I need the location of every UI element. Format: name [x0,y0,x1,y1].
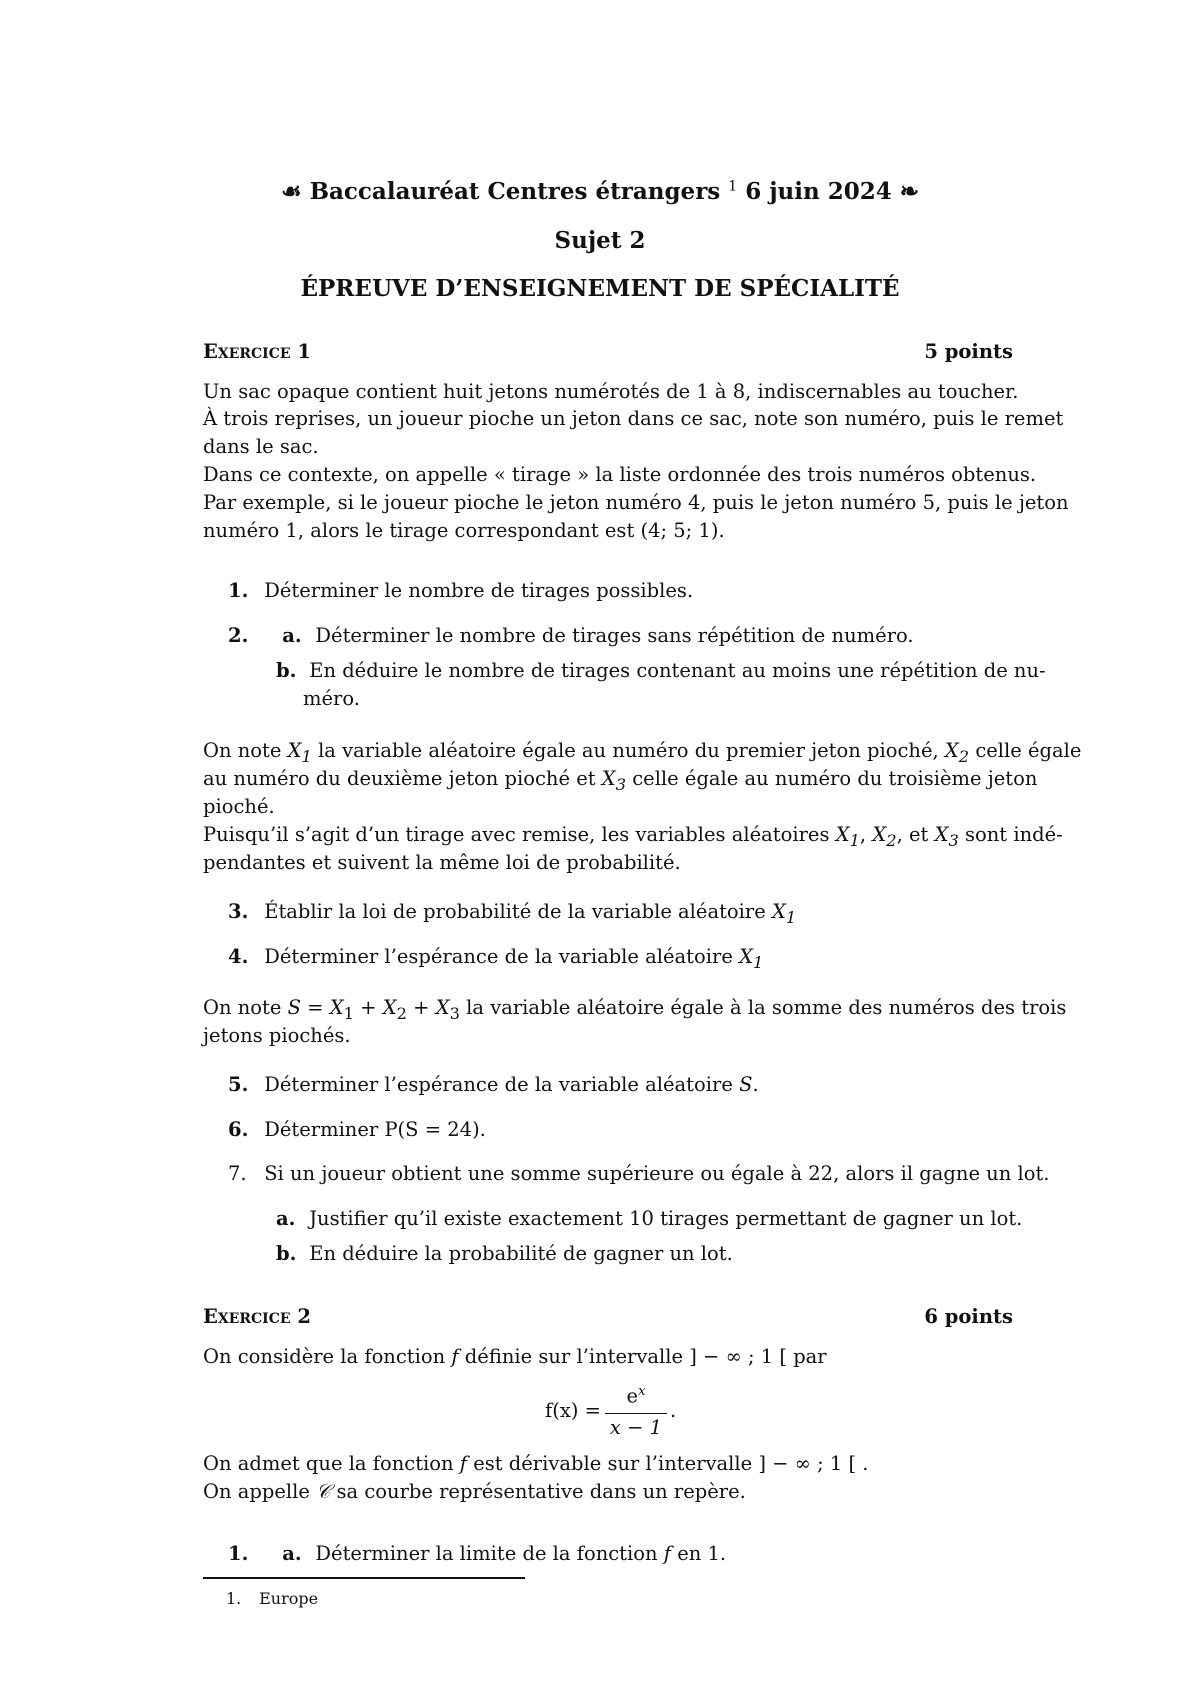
ornament-right-icon: ❧ [899,178,920,205]
math-x1: $X_1$ [287,739,312,766]
question-7a [276,1205,1022,1233]
ex1-intro-line: Dans ce contexte, on appelle « tirage » la liste ordonnée des trois numéros obtenus. [203,463,1037,486]
question-5: 5. Déterminer l’espérance de la variable aléatoire S. [228,1071,759,1099]
ex1-para2-line: pioché. [203,795,275,818]
text-span: et [908,823,929,846]
question-4 [228,943,763,977]
subquestion-label: a. [282,1542,302,1565]
question-text: Déterminer l’espérance de la variable aléatoire [264,945,733,968]
question-3 [228,898,796,932]
math-expression: P(S = 24). [384,1118,486,1141]
question-text: Déterminer la limite de la fonction [315,1542,658,1565]
text-span: sont indé- [965,823,1063,846]
ex2-admit-line [203,1450,1013,1478]
ex2-question-1a [228,1540,726,1568]
exercise2-points: 6 points [924,1305,1013,1328]
text-span: On note [203,739,282,762]
question-text: Déterminer [264,1118,379,1141]
exercise2-label: Exercice 2 [203,1305,311,1328]
question-6 [228,1116,486,1144]
math-x3: $X_3$ [601,767,627,794]
subquestion-label: b. [276,1242,297,1265]
footnote-mark: 1 [728,178,738,195]
subject-heading: Sujet 2 [554,227,646,254]
math-x1: $X_1$ [739,945,764,972]
question-7b [276,1240,733,1268]
math-x2: $X_2$ [872,823,897,850]
formula-num-base: e [626,1384,639,1408]
text-span: sa courbe représentative dans un repère. [336,1480,746,1503]
ex1-intro-line: Par exemple, si le joueur pioche le jeton numéro 4, puis le jeton numéro 5, puis le jeton [203,491,1069,514]
footnote-rule [203,1577,525,1579]
math-f: f [451,1345,459,1368]
ex1-para3-line: jetons piochés. [203,1024,351,1047]
question-number: 6. [228,1118,249,1141]
question-text: Déterminer le nombre de tirages sans répétition de numéro. [315,624,914,647]
exercise1-points: 5 points [924,340,1013,363]
question-1 [228,577,693,605]
text-span: la variable aléatoire égale à la somme des numéros des trois [466,996,1067,1019]
text-span: On considère la fonction [203,1345,446,1368]
question-2b-cont: méro. [303,687,360,710]
question-text: Si un joueur obtient une somme supérieure ou égale à 22, alors il gagne un lot. [264,1162,1050,1185]
curve-symbol: 𝒞 [316,1480,331,1503]
ex1-intro-line: Un sac opaque contient huit jetons numérotés de 1 à 8, indiscernables au toucher. [203,380,1019,403]
question-number: 1. [228,1542,249,1565]
question-text: En déduire le nombre de tirages contenant au moins une répétition de nu- [309,659,1046,682]
question-number: 4. [228,945,249,968]
text-span: On admet que la fonction [203,1452,454,1475]
text-span: celle égale [975,739,1082,762]
title-date: 6 juin 2024 [745,178,892,205]
subquestion-label: b. [276,659,297,682]
epreuve-heading: ÉPREUVE D’ENSEIGNEMENT DE SPÉCIALITÉ [300,275,900,302]
fraction-bar [605,1413,667,1414]
text-span: On note [203,996,282,1019]
ex1-intro-line: numéro 1, alors le tirage correspondant est (4; 5; 1). [203,519,725,542]
formula-lhs: f(x) = [545,1399,601,1422]
footnote-text: Europe [259,1589,319,1608]
ex1-para2-line: Puisqu’il s’agit d’un tirage avec remise, les variables aléatoires $X_1$, $X_2$, et $X_3$ sont indé- [203,823,1063,850]
text-span: la variable aléatoire égale au numéro du premier jeton pioché, [318,739,939,762]
math-x3: $X_3$ [934,823,959,850]
question-7 [228,1160,1050,1188]
subquestion-label: a. [282,624,302,647]
exercise1-header [203,340,1013,363]
text-span: définie sur l’intervalle ] − ∞ ; 1 [ par [464,1345,827,1368]
text-span: est dérivable sur l’intervalle ] − ∞ ; 1 [ . [473,1452,869,1475]
text-span: celle égale au numéro du troisième jeton [632,767,1038,790]
ornament-left-icon: ☙ [280,178,302,205]
footnote-number: 1. [226,1589,242,1608]
question-number: 2. [228,624,249,647]
math-sum: $S = X_1 + X_2 + X_3$ [287,996,460,1023]
ex1-intro-line: dans le sac. [203,435,319,458]
exercise1-label: Exercice 1 [203,340,311,363]
question-number: 3. [228,900,249,923]
text-span: On appelle [203,1480,310,1503]
formula-numerator [605,1384,667,1408]
question-text-end: en 1. [677,1542,727,1565]
question-2a [228,622,914,650]
question-text: Établir la loi de probabilité de la variable aléatoire [264,900,766,923]
math-s: S [739,1073,753,1096]
title-main: Baccalauréat Centres étrangers [309,178,721,205]
question-number: 1. [228,579,249,602]
question-text: Déterminer le nombre de tirages possibles. [264,579,694,602]
math-x1: $X_1$ [771,900,797,927]
question-number: 7. [228,1162,247,1185]
formula-exponent: x [638,1384,646,1399]
ex1-para2-line: pendantes et suivent la même loi de probabilité. [203,851,681,874]
page-title [0,178,1200,205]
question-text: Justifier qu’il existe exactement 10 tirages permettant de gagner un lot. [309,1207,1023,1230]
question-2b [276,657,1046,685]
text-span: Puisqu’il s’agit d’un tirage avec remise, les variables aléatoires [203,823,830,846]
ex2-intro-line [203,1343,1013,1371]
math-x2: $X_2$ [944,739,970,766]
ex2-curve-line [203,1478,1013,1506]
ex1-intro-line: À trois reprises, un joueur pioche un jeton dans ce sac, note son numéro, puis le remet [203,407,1064,430]
formula-denominator: x − 1 [609,1416,663,1439]
text-span: au numéro du deuxième jeton pioché et [203,767,596,790]
math-x1: $X_1$ [835,823,860,850]
question-number: 5. [228,1073,249,1096]
footnote [226,1585,318,1613]
subquestion-label: a. [276,1207,296,1230]
exercise2-header [203,1305,1013,1328]
formula-end: . [670,1399,677,1422]
math-f: f [459,1452,467,1475]
question-text: En déduire la probabilité de gagner un lot. [309,1242,733,1265]
math-f: f [663,1542,671,1565]
question-text: Déterminer l’espérance de la variable aléatoire [264,1073,733,1096]
